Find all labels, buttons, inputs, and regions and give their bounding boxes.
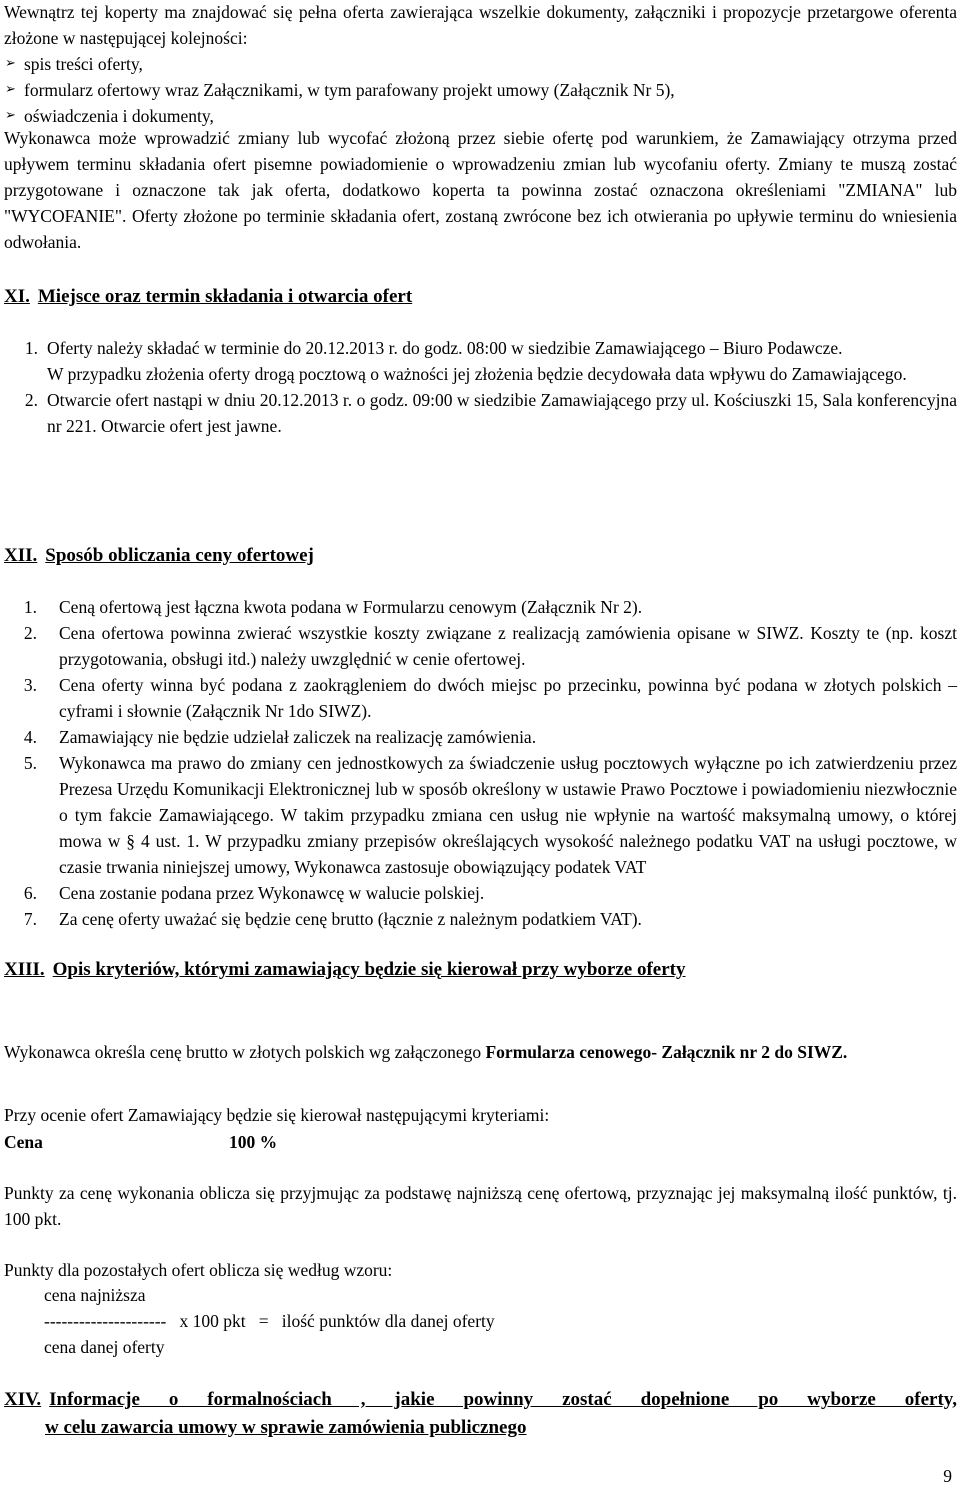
points-paragraph: Punkty za cenę wykonania oblicza się przyjmując za podstawę najniższą cenę ofertową, przyznając jej maksymalną ilość punktów, tj. 100 pkt. [4, 1183, 957, 1229]
formula-denominator: cena danej oferty [44, 1337, 165, 1357]
section-number: XI. [4, 286, 30, 307]
list-item: 1. Oferty należy składać w terminie do 20.12.2013 r. do godz. 08:00 w siedzibie Zamawiającego – Biuro Podawcze. W przypadku złożenia oferty drogą pocztową o ważności jej złożenia będzie decydowała data wpływu do Zamawiającego. [24, 338, 907, 384]
list-item: 6. Cena zostanie podana przez Wykonawcę w walucie polskiej. [23, 883, 485, 903]
formula-row [44, 1308, 495, 1334]
list-item: 2. Cena ofertowa powinna zwierać wszystkie koszty związane z realizacją zamówienia opisane w SIWZ. Koszty te (np. koszt przygotowania, obsługi itd.) należy uwzględnić w cenie ofertowej. [23, 623, 957, 669]
list-item: 7. Za cenę oferty uważać się będzie cenę brutto (łącznie z należnym podatkiem VAT). [23, 909, 642, 929]
section-xiv-heading [4, 1386, 957, 1442]
formula-result: ilość punktów dla danej oferty [281, 1311, 495, 1331]
pricing-paragraph: Wykonawca określa cenę brutto w złotych polskich wg załączonego Formularza cenowego- Załącznik nr 2 do SIWZ. [4, 1042, 848, 1062]
section-title-continued: w celu zawarcia umowy w sprawie zamówienia publicznego [45, 1417, 527, 1438]
arrow-bullet-icon: ➢ [5, 56, 16, 71]
arrow-bullet-icon: ➢ [5, 82, 16, 97]
formula-fraction-line: --------------------- [44, 1311, 167, 1331]
points-formula [44, 1282, 495, 1360]
bullet-item: ➢ spis treści oferty, [4, 51, 957, 77]
price-criterion-row [4, 1129, 957, 1155]
section-xi-list [4, 335, 957, 439]
criterion-label: Cena [4, 1132, 43, 1152]
section-xiii-heading [4, 955, 957, 985]
list-item: 1. Ceną ofertową jest łączna kwota podana w Formularzu cenowym (Załącznik Nr 2). [23, 597, 643, 617]
section-number: XIII. [4, 959, 45, 980]
intro-text: Wewnątrz tej koperty ma znajdować się pełna oferta zawierająca wszelkie dokumenty, załączniki i propozycje przetargowe oferenta złożone w następującej kolejności: [4, 2, 957, 48]
criterion-weight: 100 % [229, 1132, 278, 1152]
section-xii-heading [4, 541, 957, 571]
intro-paragraph [4, 0, 957, 51]
formula-intro: Punkty dla pozostałych ofert oblicza się według wzoru: [4, 1260, 393, 1280]
section-title: Miejsce oraz termin składania i otwarcia ofert [37, 286, 413, 307]
section-title: Opis kryteriów, którymi zamawiający będzie się kierował przy wyborze oferty [52, 959, 686, 980]
section-number: XIV. [4, 1389, 42, 1410]
formula-equals: = [258, 1311, 269, 1331]
criteria-intro: Przy ocenie ofert Zamawiający będzie się kierował następującymi kryteriami: [4, 1105, 550, 1125]
section-title: Informacje o formalnościach , jakie powinny zostać dopełnione po wyborze oferty, [49, 1389, 957, 1410]
formula-multiplier: x 100 pkt [179, 1311, 246, 1331]
list-item: 2. Otwarcie ofert nastąpi w dniu 20.12.2013 r. o godz. 09:00 w siedzibie Zamawiającego przy ul. Kościuszki 15, Sala konferencyjna nr 221. Otwarcie ofert jest jawne. [24, 390, 957, 436]
list-item: 4. Zamawiający nie będzie udzielał zaliczek na realizację zamówienia. [23, 727, 537, 747]
section-number: XII. [4, 545, 38, 566]
formula-numerator: cena najniższa [44, 1285, 146, 1305]
section-xi-heading [4, 282, 957, 312]
withdrawal-paragraph: Wykonawca może wprowadzić zmiany lub wycofać złożoną przez siebie ofertę pod warunkiem, że Zamawiający otrzyma przed upływem terminu składania ofert pisemne powiadomienie o wprowadzeniu zmian lub wycofaniu oferty. Zmiany te muszą zostać przygotowane i oznaczone tak jak oferta, dodatkowo koperta ta powinna zostać oznaczona określeniami "ZMIANA" lub "WYCOFANIE". Oferty złożone po terminie składania ofert, zostaną zwrócone bez ich otwierania po upływie terminu do wniesienia odwołania. [4, 128, 957, 252]
arrow-bullet-icon: ➢ [5, 108, 16, 123]
intro-bullet-list [4, 51, 957, 129]
list-item: 3. Cena oferty winna być podana z zaokrągleniem do dwóch miejsc po przecinku, powinna być podana w złotych polskich – cyframi i słownie (Załącznik Nr 1do SIWZ). [23, 675, 957, 721]
section-xii-list [4, 594, 957, 932]
bullet-item: ➢ formularz ofertowy wraz Załącznikami, w tym parafowany projekt umowy (Załącznik Nr 5), [4, 77, 957, 103]
page-number: 9 [943, 1466, 952, 1486]
bullet-item: ➢ oświadczenia i dokumenty, [4, 103, 957, 129]
section-title: Sposób obliczania ceny ofertowej [45, 545, 314, 566]
list-item: 5. Wykonawca ma prawo do zmiany cen jednostkowych za świadczenie usług pocztowych wyłączne po ich zatwierdzeniu przez Prezesa Urzędu Komunikacji Elektronicznej lub w sposób określony w ustawie Prawo Pocztowe i powiadomieniu niezwłocznie o tym fakcie Zamawiającego. W takim przypadku zmiana cen usług nie wpłynie na wartość maksymalną umowy, o której mowa w § 4 ust. 1. W przypadku zmiany przepisów określających wysokość należnego podatku VAT na usługi pocztowe, w czasie trwania niniejszej umowy, Wykonawca zastosuje obowiązujący podatek VAT [23, 753, 957, 877]
